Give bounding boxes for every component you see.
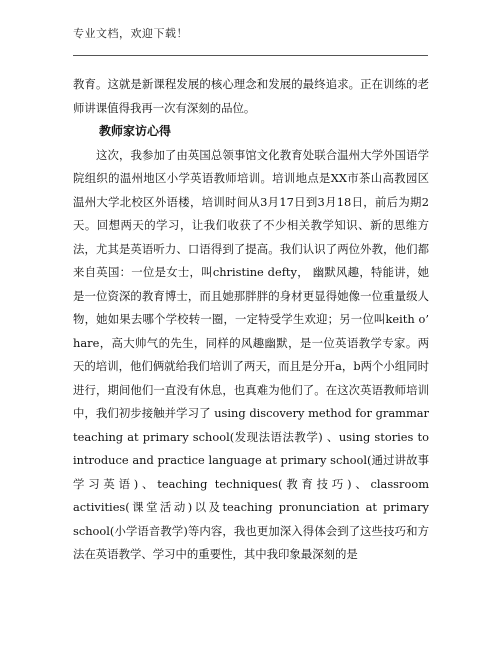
header-divider: [73, 55, 428, 56]
document-body: [73, 73, 429, 567]
section-heading: 教师家访心得: [99, 124, 172, 138]
paragraph-main: 这次，我参加了由英国总领事馆文化教育处联合温州大学外国语学院组织的温州地区小学英语教师培训。培训地点是XX市茶山高教园区温州大学北校区外语楼，培训时间从3月17日到3月18日，前后为期2天。回想两天的学习，让我们收获了不少相关教学知识、新的思维方法，尤其是英语听力、口语得到了提高。我们认识了两位外教，他们都来自英国：一位是女士，叫christine defty， 幽默风趣，特能讲，她是一位资深的教育博士，而且她那胖胖的身材更显得她像一位重量级人物，她如果去哪个学校转一圈，一定特受学生欢迎；另一位叫keith o’ hare，高大帅气的先生，同样的风趣幽默，是一位英语教学专家。两天的培训，他们俩就给我们培训了两天，而且是分开a，b两个小组同时进行，期间他们一直没有休息，也真难为他们了。在这次英语教师培训中，我们初步接触并学习了 using discovery method for grammar teaching at primary school(发现法语法教学) 、using stories to introduce and practice language at primary school(通过讲故事学习英语)、teaching techniques(教育技巧)、classroom activities(课堂活动)以及teaching pronunciation at primary school(小学语音教学)等内容，我也更加深入得体会到了这些技巧和方法在英语教学、学习中的重要性，其中我印象最深刻的是: [73, 147, 429, 561]
page-header: 专业文档，欢迎下载！: [73, 27, 188, 40]
paragraph-continuation: 教育。这就是新课程发展的核心理念和发展的最终追求。正在训练的老师讲课值得我再一次有深刻的品位。: [73, 77, 429, 115]
